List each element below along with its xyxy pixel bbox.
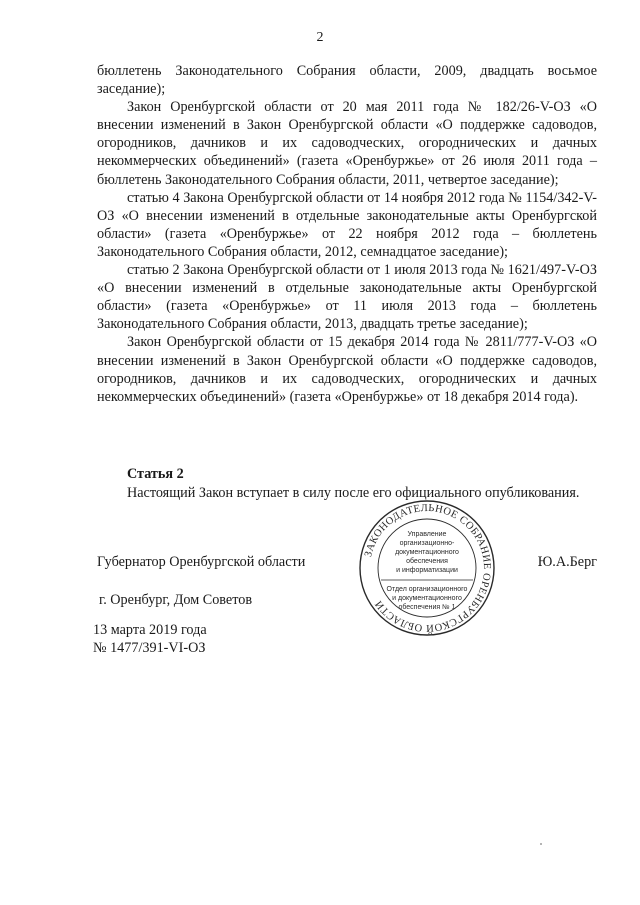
signer-title: Губернатор Оренбургской области xyxy=(97,554,306,570)
article-body xyxy=(97,484,597,502)
signing-place: г. Оренбург, Дом Советов xyxy=(99,592,253,608)
signer-name: Ю.А.Берг xyxy=(537,554,597,570)
seal-inner-top-line-1: Управление xyxy=(407,531,447,538)
seal-inner-bottom-line-2: и документационного xyxy=(392,595,462,602)
paragraph-2: Закон Оренбургской области от 20 мая 2011 года № 182/26-V-ОЗ «О внесении изменений в Закон Оренбургской области «О поддержке садоводов, огородников, дачников и их садоводческих, огороднических и дачных некоммерческих объединений» (газета «Оренбуржье» от 26 июля 2011 года – бюллетень Законодательного Собрания области, 2011, четвертое заседание); xyxy=(97,99,597,188)
article-heading: Статья 2 xyxy=(127,466,184,482)
paragraph-1: бюллетень Законодательного Собрания области, 2009, двадцать восьмое заседание); xyxy=(97,63,597,98)
seal-inner-top-line-3: документационного xyxy=(395,549,459,556)
scan-speck xyxy=(540,843,542,845)
official-seal xyxy=(357,498,497,638)
paragraph-5: Закон Оренбургской области от 15 декабря 2014 года № 2811/777-V-ОЗ «О внесении изменений в Закон Оренбургской области «О поддержке садоводов, огородников, дачников и их садоводческих, огороднических и дачных некоммерческих объединений» (газета «Оренбуржье» от 18 декабря 2014 года). xyxy=(97,334,597,405)
article-paragraph: Настоящий Закон вступает в силу после его официального опубликования. xyxy=(127,485,580,501)
seal-inner-top-line-4: обеспечения xyxy=(406,558,448,565)
seal-outer-text-path: ЗАКОНОДАТЕЛЬНОЕ СОБРАНИЕ ОРЕНБУРГСКОЙ ОБЛАСТИ xyxy=(363,502,493,634)
paragraph-3: статью 4 Закона Оренбургской области от 14 ноября 2012 года № 1154/342-V-ОЗ «О внесении изменений в отдельные законодательные акты Оренбургской области» (газета «Оренбуржье» от 22 ноября 2012 года – бюллетень Законодательного Собрания области, 2012, семнадцатое заседание); xyxy=(97,189,597,260)
law-date: 13 марта 2019 года xyxy=(93,622,207,638)
law-number: № 1477/391-VI-ОЗ xyxy=(93,640,206,656)
seal-inner-bottom-line-3: обеспечения № 1 xyxy=(398,604,456,611)
paragraph-4: статью 2 Закона Оренбургской области от 1 июля 2013 года № 1621/497-V-ОЗ «О внесении изменений в отдельные законодательные акты Оренбургской области» (газета «Оренбуржье» от 11 июля 2013 года – бюллетень Законодательного Собрания области, 2013, двадцать третье заседание); xyxy=(97,262,597,333)
page-number: 2 xyxy=(316,30,324,45)
seal-graphic xyxy=(357,498,497,638)
seal-inner-top-line-2: организационно- xyxy=(399,540,455,547)
seal-inner-top-line-5: и информатизации xyxy=(396,567,458,574)
document-body xyxy=(97,62,597,406)
seal-inner-bottom-line-1: Отдел организационного xyxy=(386,586,468,593)
